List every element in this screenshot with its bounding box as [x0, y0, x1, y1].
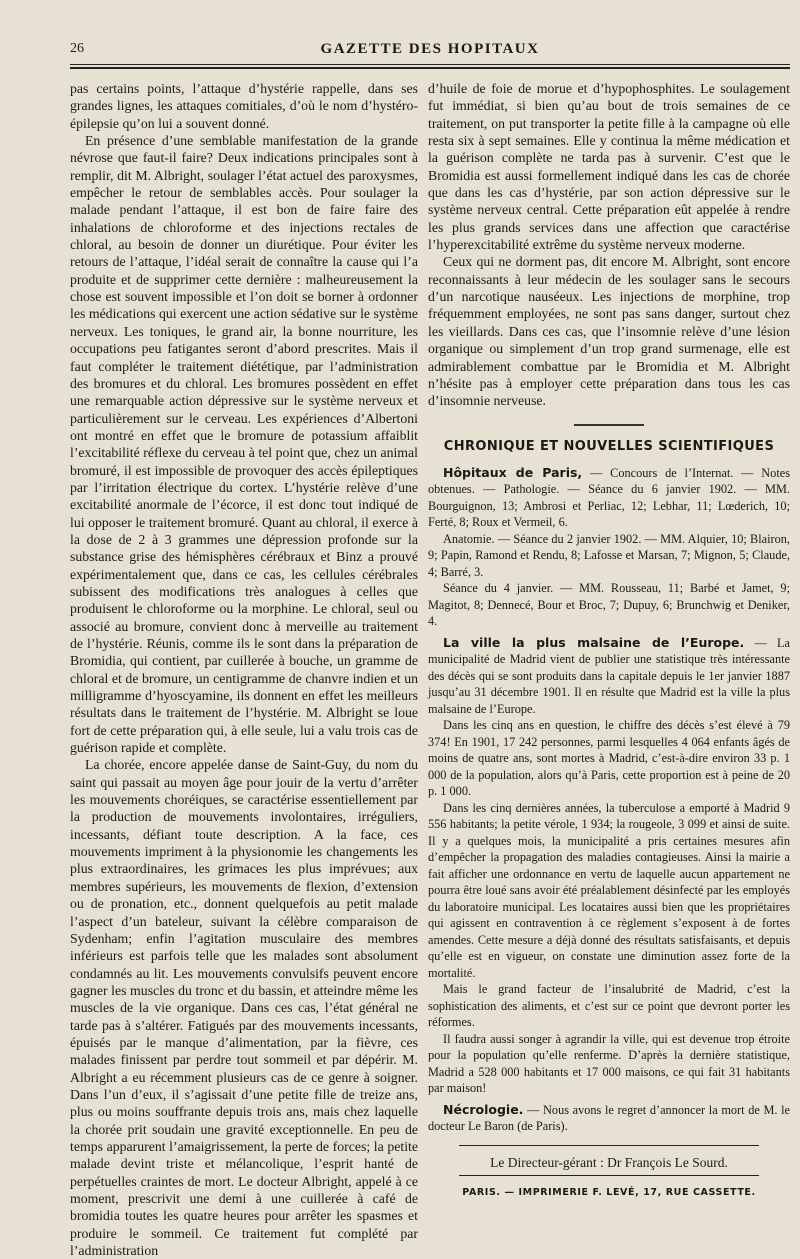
article-paragraph: d’huile de foie de morue et d’hypophosphites. Le soulagement fut immédiat, si bien qu’au bout de trois semaines de ce traitement, on put transporter la petite fille à la campagne où elle resta six à sept semaines. Elle y continua la même médication et la guérison complète ne tarda pas à survenir. C’est que le Bromidia est aussi formellement indiqué dans les cas de chorée que dans les cas d’hystérie, par son action dépressive sur le système nerveux central. Cette préparation eût appelée à rendre les plus grands services dans une affection que caractérise l’hyperexcitabilité extrême du système nerveux moderne. [428, 81, 790, 253]
news-paragraph: Séance du 4 janvier. — MM. Rousseau, 11; Barbé et Jamet, 9; Magitot, 8; Dennecé, Bour et Broc, 7; Dupuy, 6; Brunchwig et Deniker, 4. [428, 581, 790, 629]
footer-rule [459, 1175, 759, 1176]
news-lead: La ville la plus malsaine de l’Europe. [443, 634, 745, 650]
page-header [70, 41, 790, 61]
news-paragraph: Dans les cinq dernières années, la tuberculose a emporté à Madrid 9 556 habitants; la petite vérole, 1 934; la rougeole, 3 099 et ainsi de suite. Il y a quelques mois, la municipalité a pris certaines mesures afin d’empêcher la propagation des maladies contagieuses. Ainsi la mairie a fait afficher une ordonnance en vertu de laquelle aucun appartement ne pourra être loué sans avoir été préalablement désinfecté par les employés du laboratoire municipal. Les locataires aussi bien que les propriétaires qui agissent en contravention à ce règlement s’exposent à de fortes amendes. Cette mesure a déjà donné des résultats satisfaisants, et depuis qu’elle est en vigueur, on constate une diminution assez forte de la mortalité. [428, 800, 790, 980]
news-paragraph: Mais le grand facteur de l’insalubrité de Madrid, c’est la sophistication des aliments, et c’est sur ce point que devront porter les réformes. [428, 982, 790, 1030]
printer-imprint: PARIS. — IMPRIMERIE F. LEVÉ, 17, RUE CASSETTE. [462, 1187, 756, 1199]
section-title: CHRONIQUE ET NOUVELLES SCIENTIFIQUES [443, 438, 775, 454]
left-column [70, 80, 418, 1259]
news-lead: Nécrologie. [443, 1101, 524, 1117]
news-text: — Nous avons le regret d’annoncer la mort de M. le docteur Le Baron (de Paris). [428, 1102, 790, 1134]
footer-rule [459, 1145, 759, 1146]
news-text: — La municipalité de Madrid vient de publier une statistique très intéressante des décès qui se sont produits dans la capitale depuis le 1er janvier 1887 jusqu’au 31 décembre 1901. Il en résulte que Madrid est la ville la plus malsaine de l’Europe. [428, 635, 791, 716]
article-paragraph: Ceux qui ne dorment pas, dit encore M. Albright, sont encore reconnaissants à leur médecin de les soulager sans le secours d’un narcotique nauséeux. Les injections de morphine, trop fréquemment employées, ne sont pas sans danger, surtout chez les vieillards. Dans ces cas, que l’insomnie relève d’une lésion organique ou simplement d’un trop grand surmenage, elle est admirablement combattue par le Bromidia et M. Albright n’hésite pas à employer cette préparation dans tous les cas d’insomnie nerveuse. [428, 254, 790, 409]
article-paragraph: pas certains points, l’attaque d’hystérie rappelle, dans ses grandes lignes, les attaques comitiales, d’où le nom d’hystéro-épilepsie qu’on lui a souvent donné. [70, 81, 418, 131]
article-paragraph: En présence d’une semblable manifestation de la grande névrose que faut-il faire? Deux indications principales sont à remplir, dit M. Albright, soulager l’état actuel des paroxysmes, empêcher le retour de semblables accès. Pour soulager la malade pendant l’attaque, il est bon de faire faire des inhalations de chloroforme et des injections rectales de chloral, au besoin de donner un diurétique. Pour éviter les retours de l’attaque, l’idéal serait de connaître la cause qui l’a produite et de supprimer cette dernière : malheureusement la chose est souvent impossible et l’on doit se borner à ordonner les médications qui exercent une action sédative sur le système nerveux. Les toniques, le grand air, la bonne nourriture, les occupations peu fatigantes seront d’abord prescrites. Mais il faut compléter le traitement diététique, par l’administration des bromures et du chloral. Les bromures possèdent en effet une remarquable action dépressive sur le système nerveux et particulièrement sur le cerveau. Les expériences d’Albertoni ont montré en effet que le bromure de potassium affaiblit l’excitabilité réflexe du cerveau à tel point que, chez un animal bromuré, il est impossible de provoquer des accès épileptiques par l’irritation électrique du cortex. L’hystérie relève d’une excitabilité anormale de l’écorce, il est donc tout indiqué de lui opposer le traitement bromuré. Quant au chloral, il exerce à la dose de 2 à 3 grammes une dépression profonde sur la substance grise des hémisphères cérébraux et Binz a prouvé expérimentalement que, dans ce cas, les cellules cérébrales subissent des modifications très analogues à celles que produisent le chloroforme ou la morphine. Le chloral, seul ou associé au bromure, convient donc à merveille au traitement de l’hystérie. Réunis, comme ils le sont dans la préparation de Bromidia, qui contient, par cuillerée à bouche, un gramme de chloral et de bromure, un centigramme de chanvre indien et un milligramme d’hyoscyamine, ils donnent en effet les meilleurs résultats dans le traitement de l’hystérie. M. Albright se loue fort de cette préparation qui, à elle seule, lui a valu trois cas de guérison rapide et complète. [70, 133, 418, 756]
news-paragraph: Anatomie. — Séance du 2 janvier 1902. — MM. Alquier, 10; Blairon, 9; Papin, Ramond et Rendu, 8; Lafosse et Marsan, 7; Mignon, 5; Claude, 4; Barré, 3. [428, 531, 790, 579]
page-number: 26 [70, 41, 84, 56]
section-divider [574, 424, 644, 426]
header-rule-thick [70, 67, 790, 69]
news-paragraph: Dans les cinq ans en question, le chiffre des décès s’est élevé à 79 374! En 1901, 17 242 personnes, parmi lesquelles 4 064 enfants âgés de moins de quatre ans, sont mortes à Madrid, c’est-à-dire environ 33 p. 1 000 de la population, alors qu’à Paris, cette proportion est à peine de 20 p. 1 000. [428, 718, 790, 799]
journal-title: GAZETTE DES HOPITAUX [320, 41, 540, 57]
news-item-madrid [428, 635, 790, 718]
director-line: Le Directeur-gérant : Dr François Le Sourd. [490, 1154, 728, 1170]
article-paragraph: La chorée, encore appelée danse de Saint-Guy, du nom du saint qui passait au moyen âge pour jouir de la vertu d’arrêter les mouvements choréiques, se caractérise essentiellement par la production de mouvements involontaires, irréguliers, incessants, défiant toute description. A la face, ces mouvements impriment à la physionomie les changements les plus extraordinaires, les grimaces les plus imprévues; aux membres supérieurs, les mouvements de flexion, d’extension ou de pronation, etc., donnent quelquefois au petit malade l’aspect d’un bateleur, suivant la célèbre comparaison de Sydenham; enfin l’agitation musculaire des membres inférieurs est parfois telle que les malades sont absolument condamnés au lit. Les mouvements convulsifs peuvent encore gagner les muscles du tronc et du bassin, et atteindre même les muscles de la vie organique. Dans ces cas, l’état général ne tarde pas à s’altérer. Fatigués par des mouvements incessants, épuisés par le manque d’alimentation, par la fièvre, ces malades finissent par perdre tout sommeil et par dépérir. M. Albright a eu récemment plusieurs cas de ce genre à soigner. Dans l’un d’eux, il s’agissait d’une petite fille de treize ans, plus ou moins souffrante depuis trois ans, mais chez laquelle la chorée prit soudain une gravité exceptionnelle. En peu de temps apparurent l’amaigrissement, la perte de forces; la petite malade devint triste et mélancolique, l’esprit hanté de perpétuelles craintes de mort. Le docteur Albright, appelé à ce moment, prescrivit une demi à une cuillerée à café de bromidia toutes les quatre heures pour arrêter les spasmes et produire le sommeil. Ce traitement fut complété par l’administration [70, 757, 418, 1259]
news-item-necrologie [428, 1102, 790, 1135]
news-item-hospitals [428, 465, 790, 531]
right-column [428, 80, 791, 1199]
news-lead: Hôpitaux de Paris, [443, 464, 583, 480]
news-paragraph: Il faudra aussi songer à agrandir la ville, qui est devenue trop étroite pour la population qu’elle renferme. D’après la dernière statistique, Madrid a 528 000 habitants et 17 000 maisons, ce qui fait 31 habitants par maison! [428, 1031, 790, 1096]
header-rule [70, 64, 790, 65]
news-text: — Concours de l’Internat. — Notes obtenues. — Pathologie. — Séance du 6 janvier 1902. — MM. Bourguignon, 13; Ambrosi et Perliac, 12; Lebhar, 11; Lœderich, 10; Ferté, 8; Roux et Vermeil, 6. [428, 465, 790, 530]
